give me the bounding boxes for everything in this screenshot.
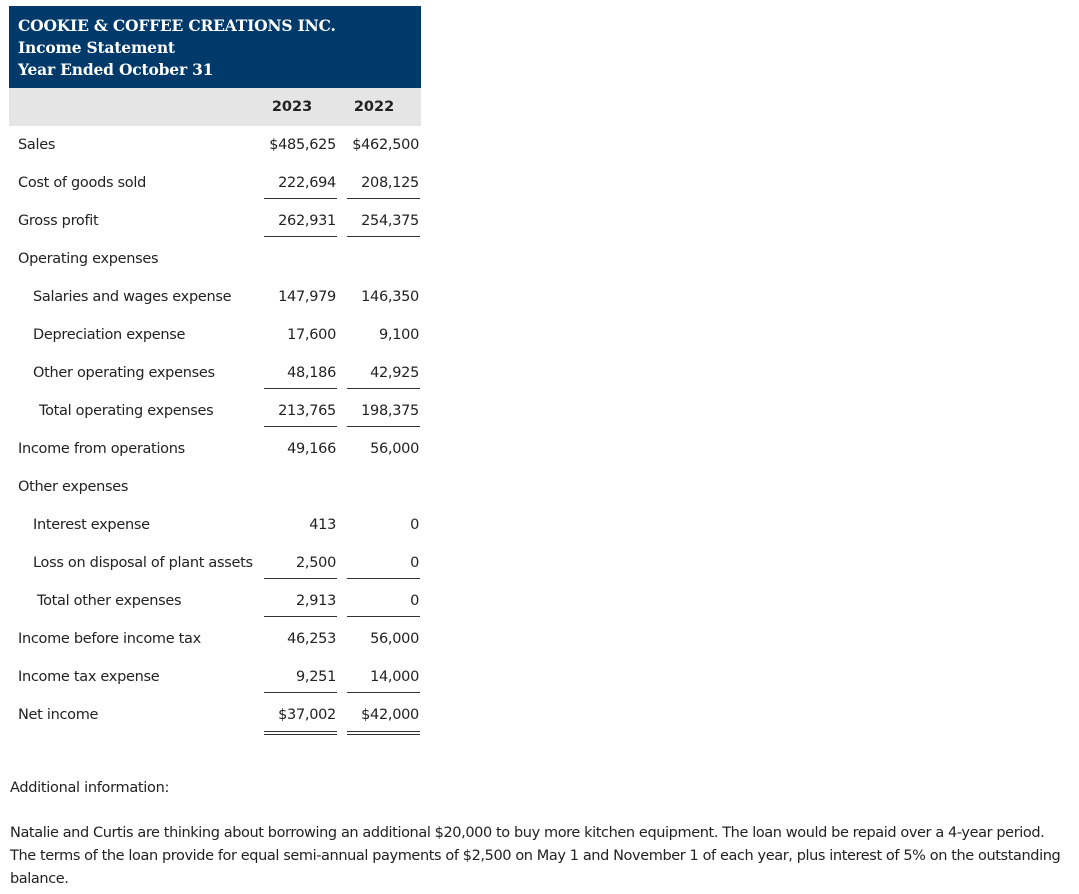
statement-title: Income Statement <box>18 38 175 57</box>
value-2023: $485,625 <box>269 137 336 153</box>
value-2022: 56,000 <box>370 441 419 457</box>
row-label: Loss on disposal of plant assets <box>33 555 253 571</box>
value-2022: $42,000 <box>361 707 419 723</box>
row-label: Income from operations <box>18 441 185 457</box>
column-header-row <box>9 88 421 126</box>
row-label: Interest expense <box>33 517 150 533</box>
value-2023: 213,765 <box>278 403 336 419</box>
column-header-2022: 2022 <box>353 99 395 115</box>
row-label: Cost of goods sold <box>18 175 147 191</box>
value-2023: 262,931 <box>278 213 336 229</box>
table-row <box>9 506 421 544</box>
additional-info-text: Natalie and Curtis are thinking about borrowing an additional $20,000 to buy more kitchen equipment. The loan would be repaid over a 4-year period. The terms of the loan provide for equal semi-annual payments of $2,500 on May 1 and November 1 of each year, plus interest of 5% on the outstanding balance. <box>10 825 1061 887</box>
additional-info-heading: Additional information: <box>10 780 170 796</box>
row-label: Depreciation expense <box>33 327 186 343</box>
row-label: Net income <box>18 707 99 723</box>
table-row <box>9 126 421 164</box>
double-underline-rule <box>347 731 420 735</box>
row-label: Income before income tax <box>18 631 201 647</box>
value-2023: 17,600 <box>287 327 336 343</box>
value-2023: 2,913 <box>295 593 336 609</box>
statement-header <box>9 6 421 88</box>
value-2022: 146,350 <box>361 289 419 305</box>
table-row <box>9 430 421 468</box>
table-row <box>9 240 421 278</box>
value-2022: 254,375 <box>361 213 419 229</box>
table-row <box>9 696 421 734</box>
value-2022: 0 <box>410 593 419 609</box>
double-underline-rule <box>264 731 337 735</box>
value-2023: 147,979 <box>278 289 336 305</box>
value-2023: $37,002 <box>278 707 336 723</box>
value-2023: 9,251 <box>295 669 336 685</box>
table-row <box>9 620 421 658</box>
row-label: Gross profit <box>18 213 99 229</box>
value-2022: 14,000 <box>370 669 419 685</box>
value-2022: 198,375 <box>361 403 419 419</box>
value-2023: 48,186 <box>287 365 336 381</box>
table-row <box>9 202 421 240</box>
income-statement-table <box>9 6 421 734</box>
value-2022: 42,925 <box>370 365 419 381</box>
value-2023: 222,694 <box>278 175 336 191</box>
value-2022: 0 <box>410 517 419 533</box>
value-2023: 46,253 <box>287 631 336 647</box>
table-row <box>9 544 421 582</box>
row-label: Total other expenses <box>37 593 182 609</box>
table-row <box>9 354 421 392</box>
row-label: Income tax expense <box>18 669 160 685</box>
table-row <box>9 658 421 696</box>
table-row <box>9 468 421 506</box>
company-name: COOKIE & COFFEE CREATIONS INC. <box>18 16 336 35</box>
table-row <box>9 278 421 316</box>
value-2022: $462,500 <box>352 137 419 153</box>
value-2022: 56,000 <box>370 631 419 647</box>
table-row <box>9 582 421 620</box>
row-label: Operating expenses <box>18 251 159 267</box>
table-row <box>9 316 421 354</box>
value-2023: 2,500 <box>295 555 336 571</box>
value-2022: 208,125 <box>361 175 419 191</box>
row-label: Salaries and wages expense <box>33 289 232 305</box>
value-2022: 0 <box>410 555 419 571</box>
table-row <box>9 164 421 202</box>
statement-period: Year Ended October 31 <box>18 60 214 79</box>
row-label: Other expenses <box>18 479 129 495</box>
table-row <box>9 392 421 430</box>
value-2023: 413 <box>309 517 336 533</box>
column-header-2023: 2023 <box>271 99 313 115</box>
row-label: Other operating expenses <box>33 365 215 381</box>
row-label: Total operating expenses <box>39 403 214 419</box>
row-label: Sales <box>18 137 56 153</box>
value-2023: 49,166 <box>287 441 336 457</box>
value-2022: 9,100 <box>378 327 419 343</box>
